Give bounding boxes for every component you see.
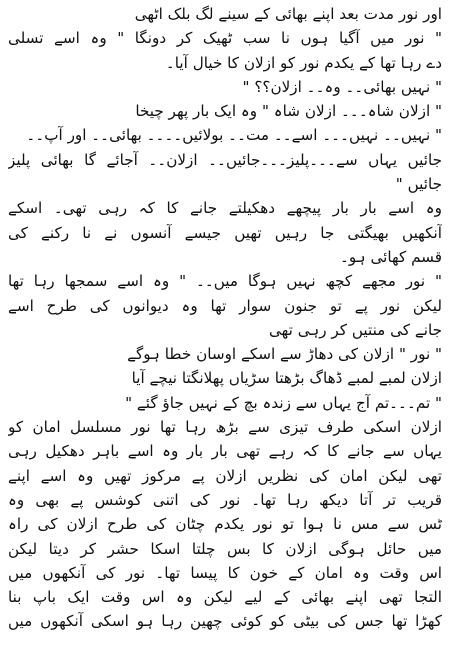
text-line: میں حائل ہوگی ازلان کا بس چلتا اسکا حشر کر دیتا لیکن [8,539,442,558]
text-line: لیکن نور پے تو جنون سوار تھا وہ دیوانوں کی طرح اسے [8,296,442,315]
text-line: " نور " ازلان کی دھاڑ سے اسکے اوسان خطا ہوگے [127,345,442,364]
text-line: تھی لیکن امان کی نظریں ازلان پے مرکوز تھیں وہ اسے اپنے [8,466,442,485]
text-line: اور نور مدت بعد اپنے بھائی کے سینے لگ بلک اٹھی [134,5,442,23]
text-line: ازلان لمبے لمبے ڈھاگ بڑھتا سڑیاں پھلانگتا نیچے آیا [131,369,442,388]
text-line: یہاں سے جانے کا کہ رہے تھی بار بار وہ اسے باہر دھکیل رہی [8,442,442,461]
text-line: " تم۔۔۔تم آج یہاں سے زندہ بچ کے نہیں جاؤ گئے " [125,393,442,412]
text-line: " ازلان شاہ۔۔۔ ازلان شاہ " وہ ایک بار پھر چیخا [135,102,442,121]
text-line: التجا تھی اپنے بھائی کے لیے لیکن وہ اس وقت ایک باپ بنا [8,588,442,607]
text-line: آنکھیں بھیگتی جا رہیں تھیں جیسے آنسوں نے نا رکنے کی [8,223,442,242]
text-line: " نہیں۔۔ نہیں۔۔۔ اسے۔۔ مت۔۔ بولائیں۔۔۔۔ بھائی۔۔ اور آپ۔۔ [26,126,442,145]
text-line: ازلان اسکی طرف تیزی سے بڑھ رہا تھا نور مسلسل امان کو [8,418,442,437]
text-line: جائیں " [395,175,442,194]
text-line: " نور مجھے کچھ نہیں ہوگا میں۔۔ " وہ اسے سمجھا رہا تھا [8,272,442,291]
text-line: وہ اسے بار بار پیچھے دھکیلتے جانے کا کہ رہی تھی۔ اسکے [8,199,442,218]
text-line: اس وقت وہ امان کے خون کا پیسا تھا۔ نور کی آنکھوں میں [8,563,442,582]
text-line: جائیں یہاں سے۔۔۔پلیز۔۔۔جائیں۔۔ ازلان۔۔ آجائے گا بھائی پلیز [8,150,442,169]
text-line: دے رہا تھا کے یکدم نور کو ازلان کا خیال آیا۔ [165,53,442,72]
text-line: جانے کی منتیں کر رہی تھی [268,320,442,339]
text-line: ٹس سے مس نا ہوا تو نور یکدم چٹان کی طرح ازلان کی راہ [8,515,442,534]
text-line: قسم کھائی ہو۔ [340,247,442,266]
text-line: کھڑا تھا جس کی بیٹی کو کوئی چھین رہا ہو اسکی آنکھوں میں [8,612,442,631]
text-line: " نہیں بھائی۔۔ وہ۔۔ ازلان؟؟ " [242,77,442,96]
text-line: " نور میں آگیا ہوں نا سب ٹھیک کر دونگا " وہ اسے تسلی [8,29,442,48]
text-line: قریب تر آتا دیکھ رہا تھا۔ نور کی اتنی کوشس پے بھی وہ [8,490,442,509]
